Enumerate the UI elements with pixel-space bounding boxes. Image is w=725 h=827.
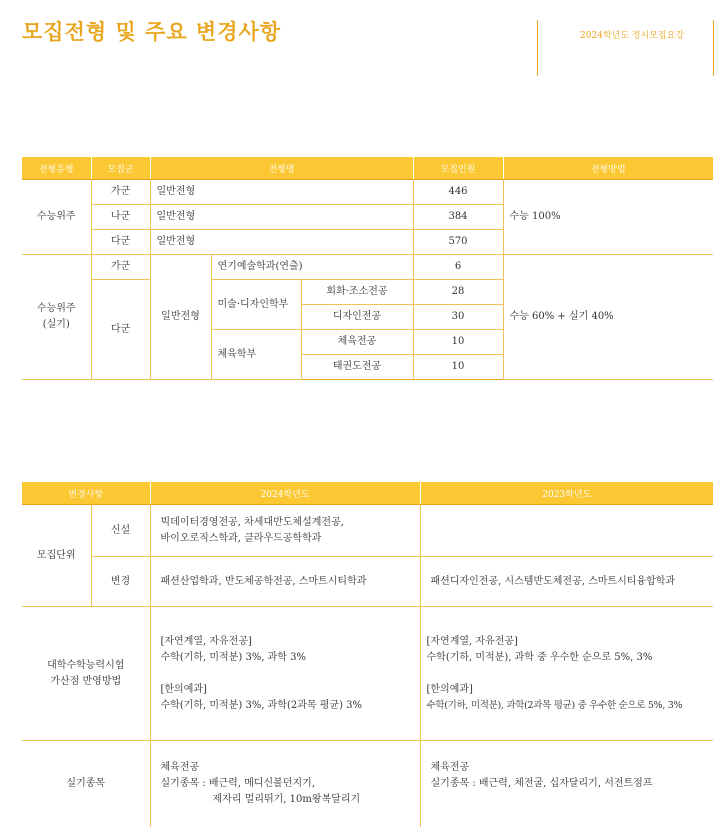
bonus-2023-s2-title: [한의예과]	[426, 683, 473, 695]
table-row	[22, 505, 713, 557]
table-row	[22, 741, 713, 827]
admission-table	[22, 157, 713, 380]
header-name: 전형명	[150, 157, 413, 180]
bonus-label-line1: 대학수학능력시험	[47, 659, 125, 671]
table-row	[22, 607, 713, 741]
header-type: 전형유형	[22, 157, 91, 180]
bonus-label-line2: 가산점 반영방법	[50, 675, 122, 687]
major-cell: 체육전공	[301, 330, 413, 355]
practical-2023-cell	[420, 741, 713, 827]
method-cell: 수능 60% + 실기 40%	[503, 255, 713, 380]
header-method: 전형방법	[503, 157, 713, 180]
page-title: 모집전형 및 주요 변경사항	[22, 20, 282, 44]
type-cell: 수능위주	[22, 180, 91, 255]
table-row	[22, 180, 713, 205]
bonus-2023-s1-title: [자연계열, 자유전공]	[426, 635, 518, 647]
practical-2024-cell	[150, 741, 420, 827]
count-cell: 6	[413, 255, 503, 280]
dept-cell: 연기예술학과(연출)	[211, 255, 413, 280]
new-2024-cell	[150, 505, 420, 557]
name-cell: 일반전형	[150, 230, 413, 255]
header-divider-right	[713, 20, 714, 76]
admission-header-row	[22, 157, 713, 180]
table-row	[22, 255, 713, 280]
header-gun: 모집군	[91, 157, 150, 180]
bonus-2024-s1-title: [자연계열, 자유전공]	[160, 635, 252, 647]
header-2024: 2024학년도	[150, 482, 420, 505]
changed-2024-cell: 패션산업학과, 반도체공학전공, 스마트시티학과	[150, 557, 420, 607]
new-2024-line1: 빅데이터경영전공, 차세대반도체설계전공,	[160, 516, 344, 528]
count-cell: 384	[413, 205, 503, 230]
count-cell: 446	[413, 180, 503, 205]
gun-cell: 가군	[91, 255, 150, 280]
header-change: 변경사항	[22, 482, 150, 505]
name-cell: 일반전형	[150, 255, 211, 380]
new-2024-line2: 바이오로직스학과, 클라우드공학학과	[160, 532, 322, 544]
type-line1: 수능위주	[36, 303, 76, 314]
bonus-label-cell	[22, 607, 150, 741]
changed-label-cell: 변경	[91, 557, 150, 607]
major-cell: 태권도전공	[301, 355, 413, 380]
type-cell-practical	[22, 255, 91, 380]
header-divider-left	[537, 20, 538, 76]
major-cell: 디자인전공	[301, 305, 413, 330]
document-label: 2024학년도 정시모집요강	[580, 31, 685, 41]
major-cell: 회화·조소전공	[301, 280, 413, 305]
changed-2023-cell: 패션디자인전공, 시스템반도체전공, 스마트시티융합학과	[420, 557, 713, 607]
bonus-2024-s2-text: 수학(기하, 미적분) 3%, 과학(2과목 평균) 3%	[160, 699, 363, 711]
count-cell: 10	[413, 355, 503, 380]
bonus-2024-cell	[150, 607, 420, 741]
gun-cell: 다군	[91, 230, 150, 255]
dept-cell: 미술·디자인학부	[211, 280, 301, 330]
bonus-2024-s2-title: [한의예과]	[160, 683, 207, 695]
practical-2024-line1: 실기종목 : 배근력, 메디신볼던지기,	[160, 777, 316, 789]
header-count: 모집인원	[413, 157, 503, 180]
new-2023-cell	[420, 505, 713, 557]
table-row	[22, 557, 713, 607]
dept-cell: 체육학부	[211, 330, 301, 380]
practical-2024-line2: 제자리 멀리뛰기, 10m왕복달리기	[212, 793, 361, 805]
count-cell: 10	[413, 330, 503, 355]
gun-cell: 나군	[91, 205, 150, 230]
practical-2023-line1: 실기종목 : 배근력, 체전굴, 십자달리기, 서전트점프	[430, 777, 653, 789]
header-2023: 2023학년도	[420, 482, 713, 505]
type-line2: (실기)	[42, 319, 70, 330]
count-cell: 30	[413, 305, 503, 330]
new-label-cell: 신설	[91, 505, 150, 557]
method-cell: 수능 100%	[503, 180, 713, 255]
bonus-2023-s2-text: 수학(기하, 미적분), 과학(2과목 평균) 중 우수한 순으로 5%, 3%	[426, 699, 683, 711]
name-cell: 일반전형	[150, 205, 413, 230]
bonus-2023-cell	[420, 607, 713, 741]
practical-2024-title: 체육전공	[160, 761, 200, 773]
practical-2023-title: 체육전공	[430, 761, 470, 773]
name-cell: 일반전형	[150, 180, 413, 205]
changes-header-row	[22, 482, 713, 505]
changes-table	[22, 482, 713, 827]
bonus-2023-s1-text: 수학(기하, 미적분), 과학 중 우수한 순으로 5%, 3%	[426, 651, 653, 663]
practical-label-cell: 실기종목	[22, 741, 150, 827]
count-cell: 28	[413, 280, 503, 305]
count-cell: 570	[413, 230, 503, 255]
unit-label-cell: 모집단위	[22, 505, 91, 607]
gun-cell: 다군	[91, 280, 150, 380]
bonus-2024-s1-text: 수학(기하, 미적분) 3%, 과학 3%	[160, 651, 307, 663]
gun-cell: 가군	[91, 180, 150, 205]
